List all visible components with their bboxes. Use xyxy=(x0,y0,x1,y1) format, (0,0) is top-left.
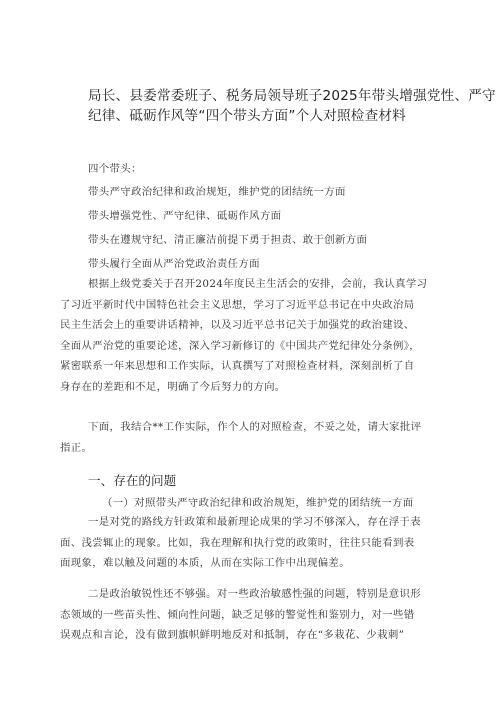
p1-line-1: 一是对党的路线方针政策和最新理论成果的学习不够深入，存在浮于表 xyxy=(88,516,421,528)
intro-line-1: 根据上级党委关于召开2024年度民主生活会的安排，会前，我认真学习 xyxy=(88,278,428,290)
title-line-1: 局长、县委常委班子、税务局领导班子2025年带头增强党性、严守 xyxy=(88,88,496,104)
intro-line-5: 紧密联系一年来思想和工作实际，认真撰写了对照检查材料，深刻剖析了自 xyxy=(60,360,415,372)
intro-line-4: 全面从严治党的重要论述，深入学习新修订的《中国共产党纪律处分条例》， xyxy=(60,339,420,352)
transition-block xyxy=(60,375,422,458)
four-heads-item-3: 带头在遵规守纪、清正廉洁前提下勇于担责、敢于创新方面 xyxy=(88,234,368,246)
problem-paragraph-1 xyxy=(60,512,421,574)
intro-line-3: 民主生活会上的重要讲话精神，以及习近平总书记关于加强党的政治建设、 xyxy=(60,319,415,331)
subsection-heading: （一）对照带头严守政治纪律和政治规矩，维护党的团结统一方面 xyxy=(102,497,414,509)
problem-paragraph-2 xyxy=(60,584,421,646)
p1-line-2: 面、浅尝辄止的现象。比如，我在理解和执行党的政策时，往往只能看到表 xyxy=(60,536,415,549)
p1-line-3: 面现象，难以触及问题的本质，从而在实际工作中出现偏差。 xyxy=(60,557,350,569)
intro-line-2: 了习近平新时代中国特色社会主义思想，学习了习近平总书记在中央政治局 xyxy=(60,298,415,311)
four-heads-item-2: 带头增强党性、严守纪律、砥砺作风方面 xyxy=(88,210,282,222)
p2-line-3: 误观点和言论，没有做到旗帜鲜明地反对和抵制，存在“多栽花、少栽刺” xyxy=(60,629,405,641)
transition-line-1: 下面，我结合**工作实际，作个人的对照检查，不妥之处，请大家批评 xyxy=(88,421,422,433)
p2-line-2: 态领域的一些苗头性、倾向性问题，缺乏足够的警觉性和鉴别力，对一些错 xyxy=(60,608,415,621)
intro-line-6: 身存在的差距和不足，明确了今后努力的方向。 xyxy=(60,380,286,393)
p2-line-1: 二是政治敏锐性还不够强。对一些政治敏感性强的问题，特别是意识形 xyxy=(88,588,421,600)
four-heads-label: 四个带头： xyxy=(88,163,142,175)
document-title xyxy=(88,86,496,126)
title-line-2: 纪律、砥砺作风等“四个带头方面”个人对照检查材料 xyxy=(88,108,406,124)
four-heads-item-1: 带头严守政治纪律和政治规矩，维护党的团结统一方面 xyxy=(88,186,346,198)
section-heading: 一、存在的问题 xyxy=(88,473,177,488)
four-heads-item-4: 带头履行全面从严治党政治责任方面 xyxy=(88,258,260,270)
transition-line-2: 指正。 xyxy=(60,441,93,454)
